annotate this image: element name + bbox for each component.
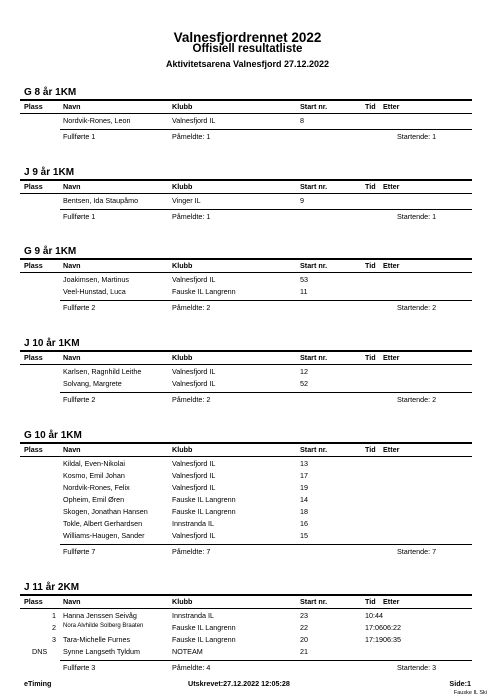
section-rule [20, 99, 472, 101]
summary-fullforte: Fullførte 2 [63, 303, 96, 312]
column-header-etter: Etter [383, 445, 400, 454]
cell-klubb: Innstranda IL [172, 519, 214, 528]
cell-navn: Opheim, Emil Øren [63, 495, 125, 504]
column-header-start: Start nr. [300, 261, 328, 270]
header-rule [20, 113, 472, 114]
cell-start: 16 [300, 519, 308, 528]
section-rule [20, 594, 472, 596]
section-rule [20, 350, 472, 352]
section-title: J 9 år 1KM [24, 167, 75, 178]
cell-navn: Synne Langseth Tyldum [63, 647, 140, 656]
cell-etter: 06:35 [383, 635, 401, 644]
section-rule [20, 258, 472, 260]
table-row [0, 635, 495, 647]
column-header-klubb: Klubb [172, 182, 193, 191]
column-header-navn: Navn [63, 353, 81, 362]
column-header-tid: Tid [365, 353, 376, 362]
cell-klubb: Fauske IL Langrenn [172, 635, 236, 644]
cell-tid: 17:19 [365, 635, 383, 644]
footer-rule [60, 660, 472, 661]
cell-navn: Joakimsen, Martinus [63, 275, 129, 284]
footer-rule [60, 544, 472, 545]
cell-start: 21 [300, 647, 308, 656]
table-row [0, 459, 495, 471]
column-header-etter: Etter [383, 182, 400, 191]
cell-navn: Tara-Michelle Furnes [63, 635, 131, 644]
cell-navn: Veel-Hunstad, Luca [63, 287, 126, 296]
column-header-etter: Etter [383, 353, 400, 362]
cell-klubb: Valnesfjord IL [172, 367, 216, 376]
cell-klubb: Valnesfjord IL [172, 275, 216, 284]
cell-navn: Williams-Haugen, Sander [63, 531, 145, 540]
column-header-navn: Navn [63, 597, 81, 606]
section-title: J 11 år 2KM [24, 582, 80, 593]
cell-start: 19 [300, 483, 308, 492]
table-row [0, 507, 495, 519]
summary-startende: Startende: 2 [397, 395, 437, 404]
cell-klubb: Fauske IL Langrenn [172, 623, 236, 632]
document-title: Valnesfjordrennet 2022 [173, 30, 322, 45]
column-header-tid: Tid [365, 102, 376, 111]
cell-navn: Nordvik-Rones, Leon [63, 116, 131, 125]
column-header-etter: Etter [383, 261, 400, 270]
section-summary [0, 663, 495, 675]
table-row [0, 367, 495, 379]
column-header-start: Start nr. [300, 353, 328, 362]
table-row [0, 531, 495, 543]
table-row [0, 116, 495, 128]
column-header-start: Start nr. [300, 445, 328, 454]
cell-klubb: Valnesfjord IL [172, 471, 216, 480]
footer-software: eTiming [24, 679, 52, 688]
summary-pameldte: Påmeldte: 2 [172, 395, 211, 404]
column-header-klubb: Klubb [172, 597, 193, 606]
cell-navn: Solvang, Margrete [63, 379, 122, 388]
column-header-start: Start nr. [300, 102, 328, 111]
cell-start: 18 [300, 507, 308, 516]
table-row [0, 196, 495, 208]
cell-start: 13 [300, 459, 308, 468]
section-rule [20, 442, 472, 444]
cell-start: 20 [300, 635, 308, 644]
cell-klubb: NOTEAM [172, 647, 203, 656]
column-header-plass: Plass [24, 445, 43, 454]
column-header-tid: Tid [365, 182, 376, 191]
column-header-navn: Navn [63, 182, 81, 191]
cell-klubb: Vinger IL [172, 196, 201, 205]
cell-navn: Nora Alvhilde Solberg Braaten [63, 623, 144, 629]
cell-start: 9 [300, 196, 304, 205]
cell-klubb: Fauske IL Langrenn [172, 495, 236, 504]
summary-startende: Startende: 3 [397, 663, 437, 672]
section-summary [0, 547, 495, 559]
column-header-navn: Navn [63, 445, 81, 454]
header-rule [20, 364, 472, 365]
header-rule [20, 456, 472, 457]
cell-navn: Skogen, Jonathan Hansen [63, 507, 148, 516]
cell-klubb: Valnesfjord IL [172, 459, 216, 468]
table-row [0, 623, 495, 635]
cell-tid: 17:06 [365, 623, 383, 632]
cell-navn: Kosmo, Emil Johan [63, 471, 125, 480]
cell-plass: 2 [52, 623, 56, 632]
column-header-plass: Plass [24, 182, 43, 191]
column-header-navn: Navn [63, 261, 81, 270]
cell-navn: Karlsen, Ragnhild Leithe [63, 367, 142, 376]
footer-page: Side:1 [449, 679, 471, 688]
cell-klubb: Valnesfjord IL [172, 379, 216, 388]
cell-start: 12 [300, 367, 308, 376]
cell-start: 11 [300, 287, 308, 296]
summary-fullforte: Fullførte 2 [63, 395, 96, 404]
summary-fullforte: Fullførte 7 [63, 547, 96, 556]
footer-organizer: Fauske IL Ski [453, 690, 487, 696]
cell-start: 23 [300, 611, 308, 620]
column-header-start: Start nr. [300, 182, 328, 191]
cell-etter: 06:22 [383, 623, 401, 632]
cell-navn: Tokle, Albert Gerhardsen [63, 519, 143, 528]
column-header-plass: Plass [24, 353, 43, 362]
cell-navn: Bentsen, Ida Staupåmo [63, 196, 139, 205]
column-header-etter: Etter [383, 597, 400, 606]
section-title: G 9 år 1KM [24, 246, 77, 257]
table-row [0, 647, 495, 659]
header-rule [20, 608, 472, 609]
cell-klubb: Valnesfjord IL [172, 531, 216, 540]
column-header-tid: Tid [365, 597, 376, 606]
cell-start: 53 [300, 275, 308, 284]
cell-klubb: Fauske IL Langrenn [172, 507, 236, 516]
column-header-etter: Etter [383, 102, 400, 111]
footer-printed: Utskrevet:27.12.2022 12:05:28 [188, 679, 290, 688]
column-header-klubb: Klubb [172, 445, 193, 454]
column-header-navn: Navn [63, 102, 81, 111]
column-header-tid: Tid [365, 445, 376, 454]
cell-start: 22 [300, 623, 308, 632]
section-title: G 10 år 1KM [24, 430, 82, 441]
table-row [0, 519, 495, 531]
cell-klubb: Valnesfjord IL [172, 116, 216, 125]
document-subtitle: Offisiell resultatliste [192, 43, 303, 55]
summary-pameldte: Påmeldte: 7 [172, 547, 211, 556]
section-title: J 10 år 1KM [24, 338, 80, 349]
column-header-plass: Plass [24, 102, 43, 111]
cell-plass: 3 [52, 635, 56, 644]
cell-start: 15 [300, 531, 308, 540]
column-header-plass: Plass [24, 597, 43, 606]
footer-rule [60, 209, 472, 210]
cell-start: 52 [300, 379, 308, 388]
summary-pameldte: Påmeldte: 1 [172, 132, 211, 141]
column-header-klubb: Klubb [172, 353, 193, 362]
column-header-start: Start nr. [300, 597, 328, 606]
summary-startende: Startende: 2 [397, 303, 437, 312]
summary-startende: Startende: 1 [397, 132, 437, 141]
cell-plass: DNS [32, 647, 48, 656]
table-row [0, 611, 495, 623]
table-row [0, 379, 495, 391]
cell-plass: 1 [52, 611, 56, 620]
cell-navn: Nordvik-Rones, Felix [63, 483, 130, 492]
cell-navn: Hanna Jenssen Seivåg [63, 611, 137, 620]
summary-fullforte: Fullførte 1 [63, 212, 96, 221]
section-summary [0, 303, 495, 315]
cell-klubb: Valnesfjord IL [172, 483, 216, 492]
summary-startende: Startende: 1 [397, 212, 437, 221]
summary-fullforte: Fullførte 1 [63, 132, 96, 141]
cell-tid: 10:44 [365, 611, 383, 620]
header-rule [20, 193, 472, 194]
column-header-plass: Plass [24, 261, 43, 270]
footer-rule [60, 300, 472, 301]
footer-rule [60, 129, 472, 130]
venue-date: Aktivitetsarena Valnesfjord 27.12.2022 [165, 59, 330, 69]
summary-fullforte: Fullførte 3 [63, 663, 96, 672]
cell-start: 8 [300, 116, 304, 125]
cell-start: 17 [300, 471, 308, 480]
summary-startende: Startende: 7 [397, 547, 437, 556]
table-row [0, 287, 495, 299]
cell-navn: Kildal, Even-Nikolai [63, 459, 125, 468]
summary-pameldte: Påmeldte: 4 [172, 663, 211, 672]
footer-rule [60, 392, 472, 393]
table-row [0, 495, 495, 507]
section-rule [20, 179, 472, 181]
cell-klubb: Innstranda IL [172, 611, 214, 620]
section-summary [0, 132, 495, 144]
summary-pameldte: Påmeldte: 2 [172, 303, 211, 312]
table-row [0, 483, 495, 495]
cell-start: 14 [300, 495, 308, 504]
column-header-klubb: Klubb [172, 261, 193, 270]
column-header-klubb: Klubb [172, 102, 193, 111]
table-row [0, 275, 495, 287]
table-row [0, 471, 495, 483]
column-header-tid: Tid [365, 261, 376, 270]
section-title: G 8 år 1KM [24, 87, 77, 98]
summary-pameldte: Påmeldte: 1 [172, 212, 211, 221]
section-summary [0, 395, 495, 407]
header-rule [20, 272, 472, 273]
cell-klubb: Fauske IL Langrenn [172, 287, 236, 296]
section-summary [0, 212, 495, 224]
